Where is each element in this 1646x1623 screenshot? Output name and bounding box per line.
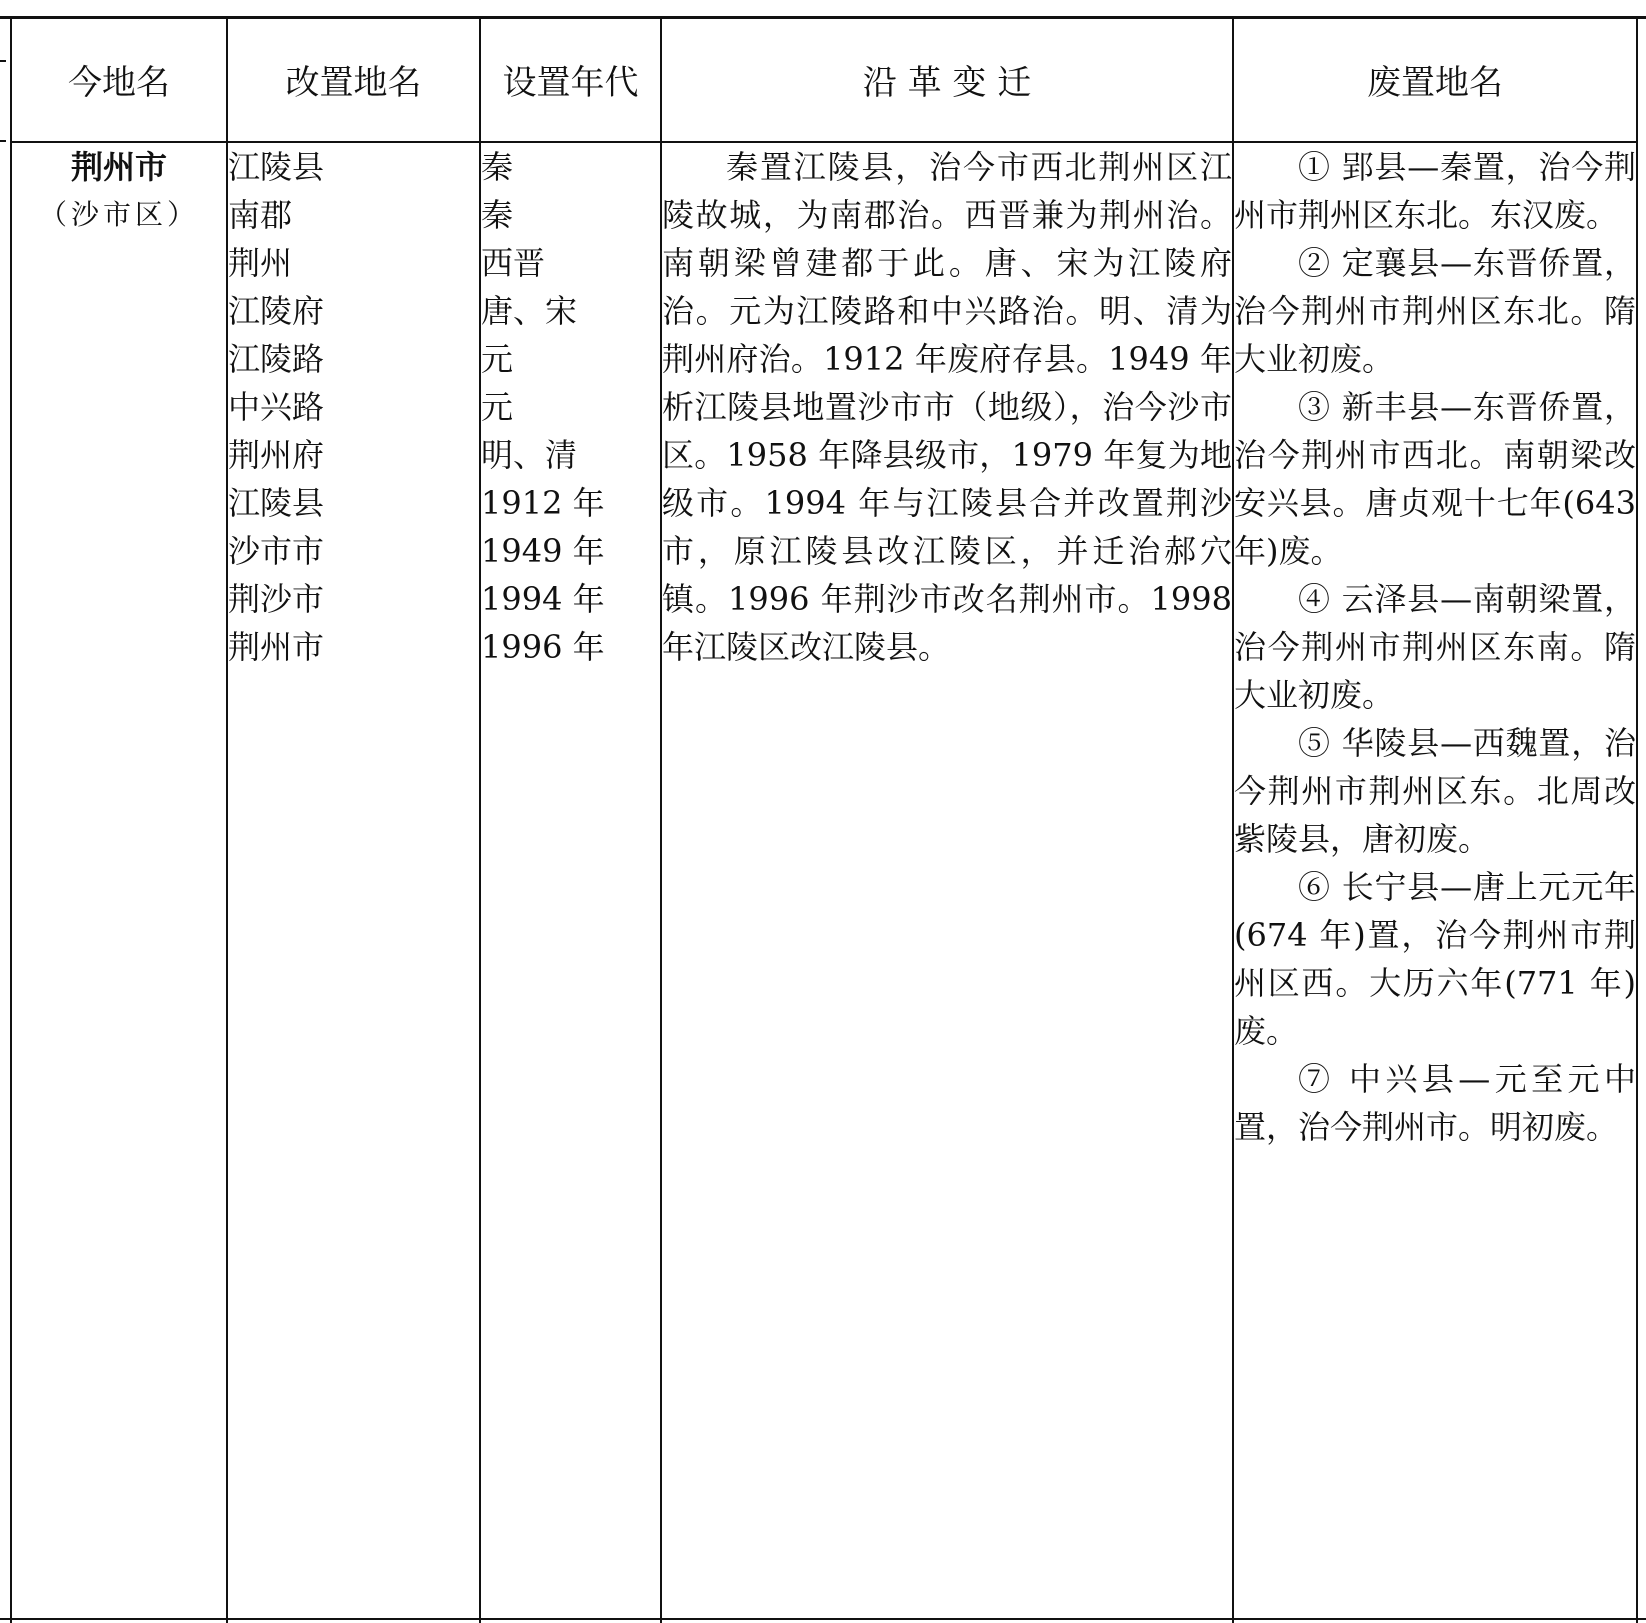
renamed-item: 荆州市 xyxy=(228,628,325,666)
header-established-era: 设置年代 xyxy=(480,18,661,142)
renamed-item: 中兴路 xyxy=(228,388,325,426)
era-item: 1996 年 xyxy=(481,628,605,666)
era-item: 明、清 xyxy=(481,436,578,474)
era-item: 秦 xyxy=(481,148,514,186)
abolished-list-cell xyxy=(1233,142,1637,1623)
table-row xyxy=(11,142,1637,1623)
renamed-item: 荆州 xyxy=(228,244,293,282)
abolished-entry: ⑤ 华陵县—西魏置，治今荆州市荆州区东。北周改紫陵县，唐初废。 xyxy=(1234,724,1636,858)
current-name: 荆州市 xyxy=(70,148,167,186)
current-name-cell xyxy=(11,142,227,1623)
abolished-entry: ⑥ 长宁县—唐上元元年(674 年)置，治今荆州市荆州区西。大历六年(771 年)废。 xyxy=(1234,868,1636,1050)
renamed-item: 荆州府 xyxy=(228,436,325,474)
header-current-name: 今地名 xyxy=(11,18,227,142)
renamed-item: 南郡 xyxy=(228,196,293,234)
history-cell xyxy=(661,142,1233,1623)
abolished-entry: ③ 新丰县—东晋侨置，治今荆州市西北。南朝梁改安兴县。唐贞观十七年(643 年)废。 xyxy=(1234,388,1636,570)
era-item: 1912 年 xyxy=(481,484,605,522)
era-item: 元 xyxy=(481,340,514,378)
left-margin-mark xyxy=(0,140,6,142)
abolished-entry: ④ 云泽县—南朝梁置，治今荆州市荆州区东南。隋大业初废。 xyxy=(1234,580,1636,714)
renamed-item: 江陵县 xyxy=(228,484,325,522)
renamed-item: 荆沙市 xyxy=(228,580,325,618)
abolished-entry: ⑦ 中兴县—元至元中置，治今荆州市。明初废。 xyxy=(1234,1060,1636,1146)
era-item: 秦 xyxy=(481,196,514,234)
era-item: 唐、宋 xyxy=(481,292,578,330)
renamed-list-cell xyxy=(227,142,480,1623)
renamed-item: 江陵路 xyxy=(228,340,325,378)
bottom-rule xyxy=(0,1618,1646,1620)
era-item: 西晋 xyxy=(481,244,546,282)
left-margin-mark xyxy=(0,60,6,62)
era-item: 元 xyxy=(481,388,514,426)
era-item: 1994 年 xyxy=(481,580,605,618)
era-item: 1949 年 xyxy=(481,532,605,570)
header-history: 沿 革 变 迁 xyxy=(661,18,1233,142)
gazetteer-table xyxy=(10,18,1638,1623)
renamed-item: 江陵府 xyxy=(228,292,325,330)
renamed-item: 沙市市 xyxy=(228,532,325,570)
header-renamed-name: 改置地名 xyxy=(227,18,480,142)
header-row xyxy=(11,18,1637,142)
history-text: 秦置江陵县，治今市西北荆州区江陵故城，为南郡治。西晋兼为荆州治。南朝梁曾建都于此。唐、宋为江陵府治。元为江陵路和中兴路治。明、清为荆州府治。1912 年废府存县。1949 年析江陵县地置沙市市（地级），治今沙市区。1958 年降县级市，1979 年复为地级市。1994 年与江陵县合并改置荆沙市，原江陵县改江陵区，并迁治郝穴镇。1996 年荆沙市改名荆州市。1998 年江陵区改江陵县。 xyxy=(662,148,1232,666)
era-list-cell xyxy=(480,142,661,1623)
abolished-entry: ② 定襄县—东晋侨置，治今荆州市荆州区东北。隋大业初废。 xyxy=(1234,244,1636,378)
current-name-sub: （沙市区） xyxy=(38,198,199,231)
header-abolished-name: 废置地名 xyxy=(1233,18,1637,142)
abolished-entry: ① 郢县—秦置，治今荆州市荆州区东北。东汉废。 xyxy=(1234,148,1636,234)
renamed-item: 江陵县 xyxy=(228,148,325,186)
